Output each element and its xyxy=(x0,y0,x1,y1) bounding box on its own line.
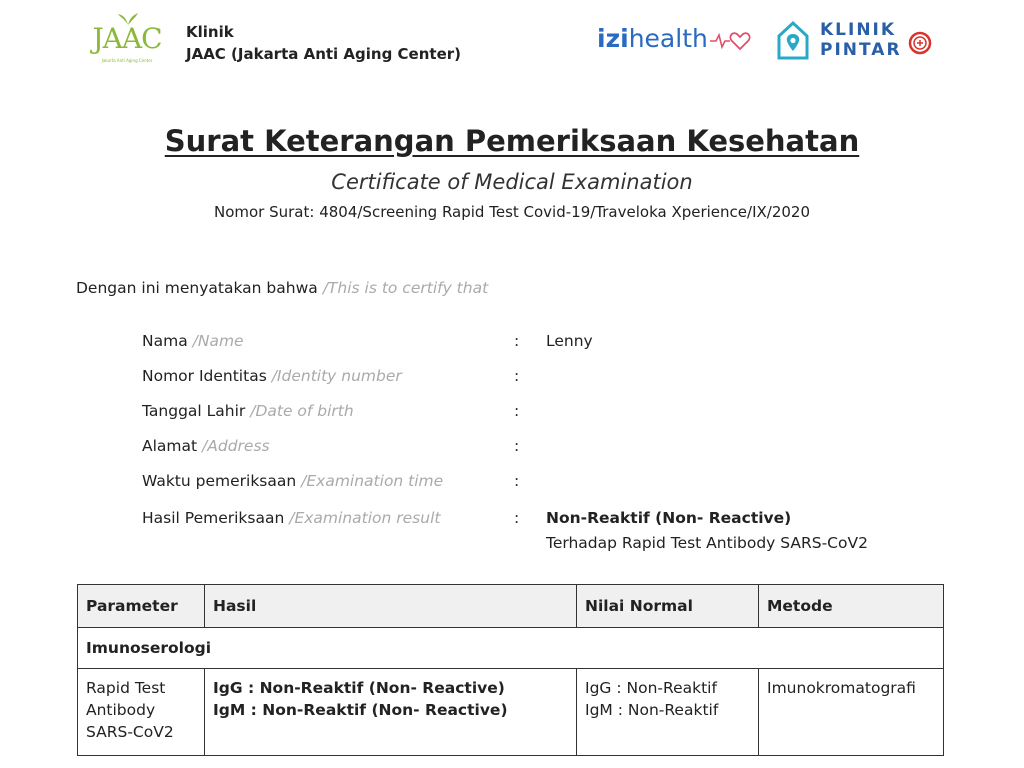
name-label xyxy=(142,332,244,350)
cell-metode: Imunokromatografi xyxy=(759,669,944,756)
result-value-detail: Terhadap Rapid Test Antibody SARS-CoV2 xyxy=(546,534,868,552)
address-label-id: Alamat xyxy=(142,437,198,455)
parameter-line: Rapid Test xyxy=(86,679,166,697)
document-title-text: Surat Keterangan Pemeriksaan Kesehatan xyxy=(164,124,860,158)
result-label xyxy=(142,509,440,527)
klinik-pintar-house-icon xyxy=(776,20,810,62)
section-imunoserologi: Imunoserologi xyxy=(78,628,944,669)
izihealth-logo-part1: izi xyxy=(597,24,629,53)
klinik-pintar-line1: KLINIK xyxy=(820,20,897,40)
name-colon: : xyxy=(514,332,520,350)
cell-hasil xyxy=(205,669,577,756)
red-badge-icon xyxy=(908,31,932,55)
identity-label-id: Nomor Identitas xyxy=(142,367,267,385)
name-label-id: Nama xyxy=(142,332,188,350)
cell-nilai-normal xyxy=(577,669,759,756)
klinik-pintar-line2: PINTAR xyxy=(820,40,902,60)
result-label-id: Hasil Pemeriksaan xyxy=(142,509,285,527)
document-subtitle: Certificate of Medical Examination xyxy=(331,170,693,194)
dob-label xyxy=(142,402,354,420)
address-label-en: /Address xyxy=(202,437,270,455)
hasil-igg: IgG : Non-Reaktif (Non- Reactive) xyxy=(213,679,505,697)
klinik-pintar-logo xyxy=(820,20,902,60)
jaac-logo xyxy=(92,12,162,72)
header-nilai-normal: Nilai Normal xyxy=(577,585,759,628)
izihealth-logo xyxy=(597,24,754,54)
result-colon: : xyxy=(514,509,520,527)
hasil-igm: IgM : Non-Reaktif (Non- Reactive) xyxy=(213,701,508,719)
table-header-row xyxy=(78,585,944,628)
name-value: Lenny xyxy=(546,332,593,350)
table-section-row xyxy=(78,628,944,669)
certify-id: Dengan ini menyatakan bahwa xyxy=(76,279,318,297)
dob-label-en: /Date of birth xyxy=(250,402,354,420)
dob-colon: : xyxy=(514,402,520,420)
document-title xyxy=(0,124,1024,158)
exam-time-label-id: Waktu pemeriksaan xyxy=(142,472,297,490)
results-table xyxy=(77,584,944,756)
jaac-logo-text: JAAC xyxy=(92,22,162,55)
exam-time-colon: : xyxy=(514,472,520,490)
result-value: Non-Reaktif (Non- Reactive) xyxy=(546,509,792,527)
izihealth-logo-part2: health xyxy=(628,24,708,53)
dob-label-id: Tanggal Lahir xyxy=(142,402,246,420)
address-label xyxy=(142,437,270,455)
leaf-icon xyxy=(116,12,140,26)
normal-igg: IgG : Non-Reaktif xyxy=(585,679,717,697)
result-label-en: /Examination result xyxy=(289,509,441,527)
identity-label xyxy=(142,367,402,385)
clinic-name: JAAC (Jakarta Anti Aging Center) xyxy=(186,45,462,63)
identity-colon: : xyxy=(514,367,520,385)
letter-number: Nomor Surat: 4804/Screening Rapid Test Covid-19/Traveloka Xperience/IX/2020 xyxy=(213,203,810,221)
parameter-line: SARS-CoV2 xyxy=(86,723,174,741)
header-metode: Metode xyxy=(759,585,944,628)
certify-statement xyxy=(76,279,488,297)
heartbeat-icon xyxy=(710,27,754,53)
normal-igm: IgM : Non-Reaktif xyxy=(585,701,719,719)
address-colon: : xyxy=(514,437,520,455)
exam-time-label xyxy=(142,472,443,490)
jaac-logo-tagline: Jakarta Anti Aging Center xyxy=(101,58,153,63)
exam-time-label-en: /Examination time xyxy=(301,472,444,490)
header-parameter: Parameter xyxy=(78,585,205,628)
clinic-label: Klinik xyxy=(186,23,234,41)
name-label-en: /Name xyxy=(192,332,244,350)
certify-en: /This is to certify that xyxy=(322,279,489,297)
header-hasil: Hasil xyxy=(205,585,577,628)
parameter-line: Antibody xyxy=(86,701,156,719)
cell-parameter xyxy=(78,669,205,756)
table-row xyxy=(78,669,944,756)
identity-label-en: /Identity number xyxy=(271,367,402,385)
